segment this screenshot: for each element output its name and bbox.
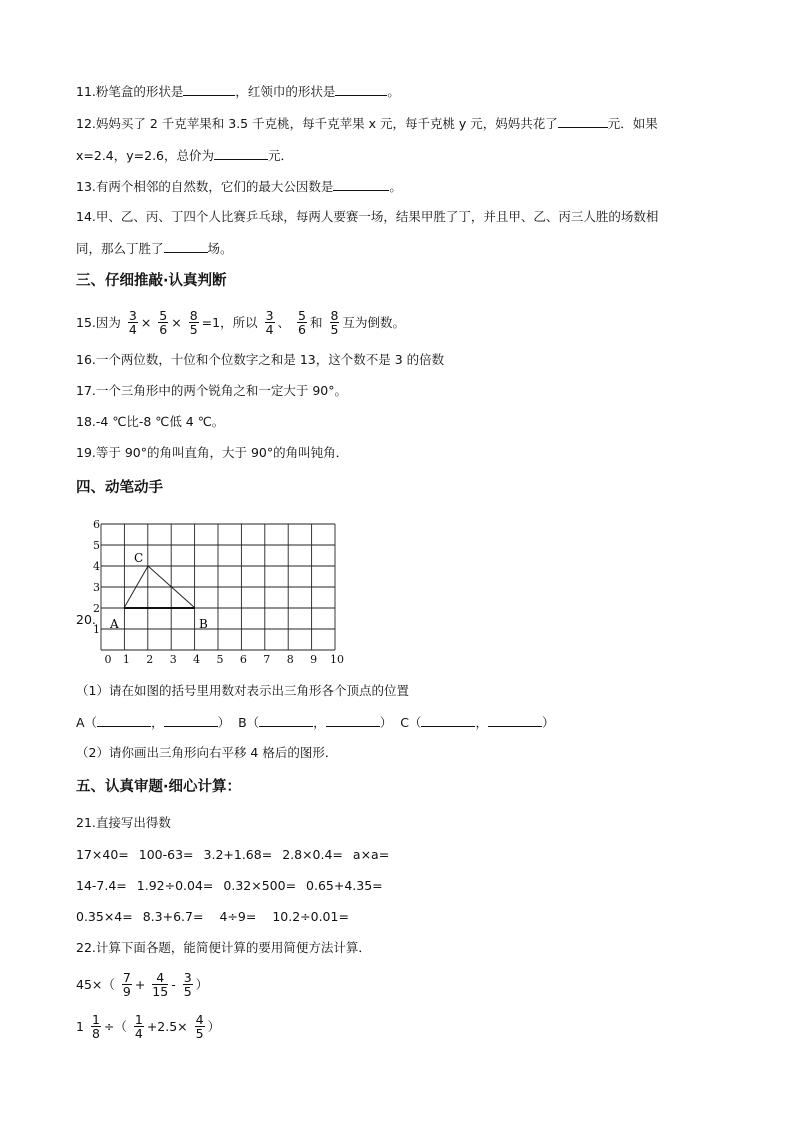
answer-blank[interactable] bbox=[326, 714, 380, 727]
calc-row-1: 17×40= 100-63= 3.2+1.68= 2.8×0.4= a×a= bbox=[76, 847, 390, 862]
question-19: 19.等于 90°的角叫直角，大于 90°的角叫钝角． bbox=[76, 445, 349, 460]
fraction: $\frac{8}{5}$ bbox=[330, 308, 339, 337]
y-tick-label: 5 bbox=[93, 539, 100, 552]
x-tick-label: 8 bbox=[286, 653, 294, 666]
fraction: $\frac{3}{4}$ bbox=[128, 308, 137, 337]
answer-blank[interactable] bbox=[97, 714, 151, 727]
question-20-answers: A（ ， ） B（ ， ） C（ ， ） bbox=[76, 715, 555, 730]
y-tick-label: 4 bbox=[93, 560, 100, 573]
x-tick-label: 0 bbox=[104, 653, 112, 666]
fraction: $\frac{7}{9}$ bbox=[122, 970, 131, 999]
expression-2: 1 $\frac{1}{8}$ ÷（ $\frac{1}{4}$ +2.5× $\frac{4}{5}$ ） bbox=[76, 1012, 221, 1041]
question-16: 16.一个两位数，十位和个位数字之和是 13，这个数不是 3 的倍数 bbox=[76, 352, 445, 367]
fraction: $\frac{5}{6}$ bbox=[298, 308, 306, 337]
point-label-b: B bbox=[199, 617, 208, 631]
point-label-a: A bbox=[110, 617, 119, 631]
y-tick-label: 2 bbox=[93, 602, 100, 615]
fraction: $\frac{1}{4}$ bbox=[134, 1012, 143, 1041]
x-tick-label: 5 bbox=[216, 653, 224, 666]
question-18: 18.-4 ℃比-8 ℃低 4 ℃。 bbox=[76, 414, 225, 429]
fraction: $\frac{4}{5}$ bbox=[195, 1012, 204, 1041]
y-tick-label: 3 bbox=[93, 581, 100, 594]
fraction: $\frac{4}{15}$ bbox=[152, 970, 169, 999]
question-15: 15.因为 $\frac{3}{4}$ × $\frac{5}{6}$ × $\frac{8}{5}$ =1，所以 $\frac{3}{4}$ 、 $\frac{5}{6}$ 和 $\frac{8}{5}$ 互为倒数。 bbox=[76, 308, 405, 337]
x-tick-label: 4 bbox=[193, 653, 201, 666]
question-14-cont: 同，那么丁胜了 场。 bbox=[76, 241, 233, 256]
question-13: 13.有两个相邻的自然数，它们的最大公因数是 。 bbox=[76, 179, 402, 194]
section-heading-5: 五、认真审题·细心计算： bbox=[76, 779, 242, 795]
x-tick-label: 1 bbox=[122, 653, 130, 666]
question-12: 12.妈妈买了 2 千克苹果和 3.5 千克桃，每千克苹果 x 元，每千克桃 y 元，妈妈共花了 元．如果 bbox=[76, 116, 658, 131]
expression-1: 45×（ $\frac{7}{9}$ + $\frac{4}{15}$ - $\frac{3}{5}$ ） bbox=[76, 970, 209, 999]
fraction: $\frac{1}{8}$ bbox=[91, 1012, 100, 1041]
question-20-part-2: （2）请你画出三角形向右平移 4 格后的图形． bbox=[76, 745, 338, 760]
x-tick-label: 7 bbox=[263, 653, 271, 666]
fraction: $\frac{8}{5}$ bbox=[189, 308, 198, 337]
question-22-title: 22.计算下面各题，能简便计算的要用简便方法计算． bbox=[76, 940, 371, 955]
x-tick-label: 10 bbox=[330, 653, 344, 666]
question-20-number: 20. bbox=[76, 612, 96, 627]
calc-row-2: 14-7.4= 1.92÷0.04= 0.32×500= 0.65+4.35= bbox=[76, 878, 383, 893]
x-tick-label: 3 bbox=[169, 653, 177, 666]
question-11: 11.粉笔盒的形状是 ，红领巾的形状是 。 bbox=[76, 84, 400, 99]
answer-blank[interactable] bbox=[421, 714, 475, 727]
section-heading-3: 三、仔细推敲·认真判断 bbox=[76, 273, 227, 289]
y-tick-label: 1 bbox=[93, 623, 100, 636]
answer-blank[interactable] bbox=[488, 714, 542, 727]
fraction: $\frac{3}{5}$ bbox=[183, 970, 192, 999]
section-heading-4: 四、动笔动手 bbox=[76, 480, 163, 496]
calc-row-3: 0.35×4= 8.3+6.7= 4÷9= 10.2÷0.01= bbox=[76, 909, 349, 924]
answer-blank[interactable] bbox=[164, 714, 218, 727]
x-tick-label: 2 bbox=[146, 653, 154, 666]
point-label-c: C bbox=[134, 551, 144, 565]
x-tick-label: 6 bbox=[239, 653, 247, 666]
fraction: $\frac{3}{4}$ bbox=[265, 308, 274, 337]
question-12-cont: x=2.4，y=2.6，总价为 元． bbox=[76, 148, 294, 163]
question-17: 17.一个三角形中的两个锐角之和一定大于 90°。 bbox=[76, 383, 348, 398]
y-tick-label: 6 bbox=[93, 518, 100, 531]
question-21-title: 21.直接写出得数 bbox=[76, 815, 171, 830]
question-20-part-1: （1）请在如图的括号里用数对表示出三角形各个顶点的位置 bbox=[76, 683, 409, 698]
x-tick-label: 9 bbox=[310, 653, 318, 666]
fraction: $\frac{5}{6}$ bbox=[159, 308, 168, 337]
answer-blank[interactable] bbox=[259, 714, 313, 727]
question-14: 14.甲、乙、丙、丁四个人比赛乒乓球，每两人要赛一场，结果甲胜了丁，并且甲、乙、丙三人胜的场数相 bbox=[76, 209, 659, 224]
